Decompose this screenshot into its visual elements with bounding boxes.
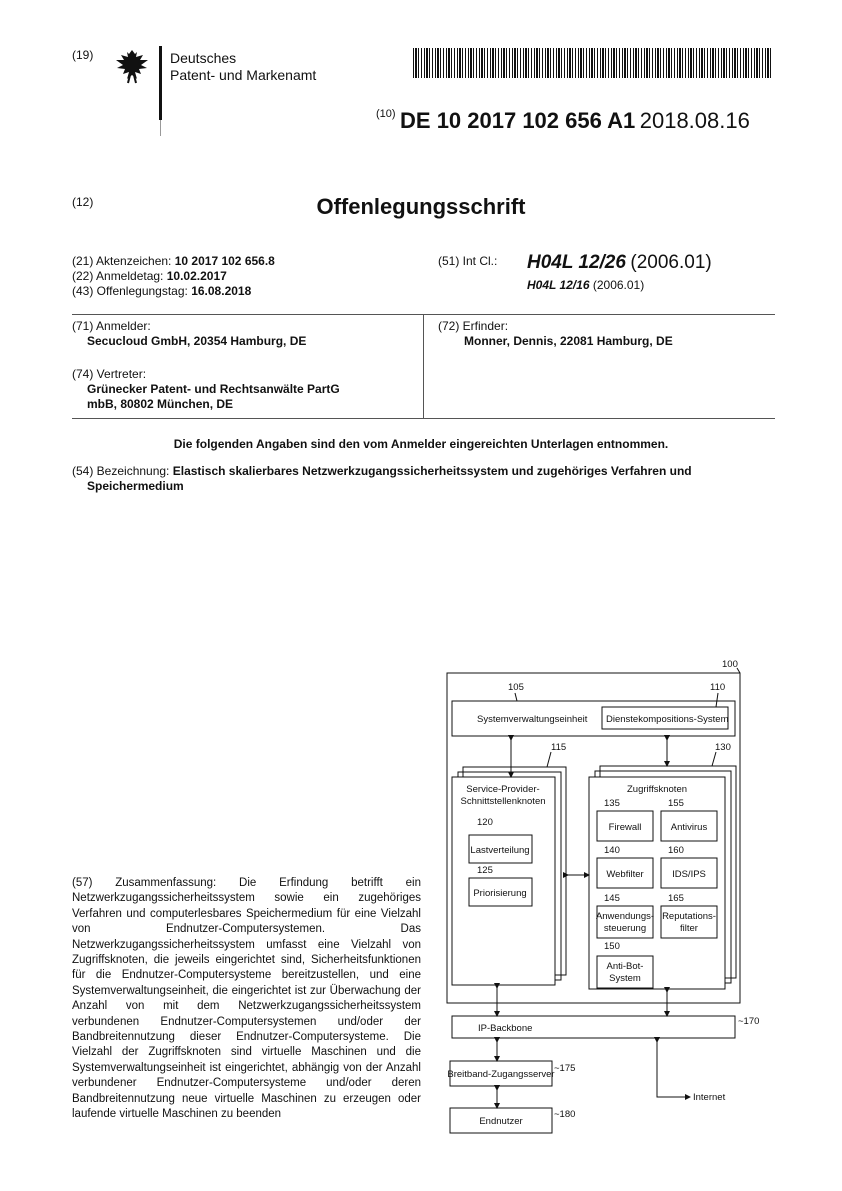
antivirus-label: Antivirus bbox=[670, 822, 708, 833]
reputationsfilter-label-2: filter bbox=[680, 923, 698, 934]
lastverteilung-label: Lastverteilung bbox=[470, 845, 530, 856]
inid-code-12: (12) bbox=[72, 195, 94, 209]
system-diagram bbox=[440, 655, 780, 1145]
aktenzeichen: (21) Aktenzeichen: 10 2017 102 656.8 bbox=[72, 254, 275, 268]
ref-120: 120 bbox=[477, 817, 493, 828]
firewall-label: Firewall bbox=[608, 822, 642, 833]
internet-label: Internet bbox=[693, 1092, 726, 1103]
anwendungssteuerung-label-2: steuerung bbox=[603, 923, 647, 934]
ref-150: 150 bbox=[604, 941, 620, 952]
ref-180: ~180 bbox=[554, 1109, 576, 1120]
ref-140: 140 bbox=[604, 845, 620, 856]
idsips-label: IDS/IPS bbox=[672, 869, 706, 880]
service-provider-box bbox=[452, 777, 555, 985]
biblio-left bbox=[72, 254, 275, 299]
ref-175: ~175 bbox=[554, 1063, 576, 1074]
reputationsfilter-label-1: Reputations- bbox=[662, 911, 716, 922]
ref-135: 135 bbox=[604, 798, 620, 809]
abstract: (57) Zusammenfassung: Die Erfindung betrifft ein Netzwerkzugangssicherheitssystem sowie ein zugehöriges Verfahren und computerlesbares Speichermedium für eine Vielzahl von Endnutzer-Computersystemen. Das Netzwerkzugangssicherheitssystem umfasst eine Vielzahl von Zugriffsknoten, die jeweils eingerichtet sind, Sicherheitsfunktionen für die Endnutzer-Computersysteme bereitzustellen, und eine Systemverwaltungseinheit, die eingerichtet ist zur Überwachung der Anzahl von mit dem Netzwerkzugangssicherheitssystem verbundenen Endnutzer-Computersystemen und/oder der Bandbreitennutzung dieser Endnutzer-Computersysteme. Die Vielzahl der Zugriffsknoten sind virtuelle Maschinen und die Systemverwaltungseinheit ist eingerichtet, abhängig von der Anzahl verbundener Endnutzer-Computersysteme und/oder deren Bandbreitennutzung neue virtuelle Maschinen zu erzeugen oder laufende virtuelle Maschinen zu beenden bbox=[72, 877, 421, 1121]
eagle-emblem-icon bbox=[113, 46, 151, 86]
endnutzer-label: Endnutzer bbox=[479, 1116, 523, 1127]
anti-bot-label-2: System bbox=[609, 973, 641, 984]
systemverwaltung-label: Systemverwaltungseinheit bbox=[477, 714, 588, 725]
intcl-label: (51) Int Cl.: bbox=[438, 254, 498, 268]
ref-100: 100 bbox=[722, 659, 738, 670]
ref-125: 125 bbox=[477, 865, 493, 876]
breitband-label: Breitband-Zugangsserver bbox=[447, 1069, 555, 1080]
ref-160: 160 bbox=[668, 845, 684, 856]
office-name: Deutsches Patent- und Markenamt bbox=[170, 50, 317, 83]
ref-155: 155 bbox=[668, 798, 684, 809]
webfilter-label: Webfilter bbox=[606, 869, 644, 880]
inid-code-19: (19) bbox=[72, 48, 94, 62]
applicant-notice: Die folgenden Angaben sind den vom Anmelder eingereichten Unterlagen entnommen. bbox=[173, 437, 669, 451]
ip-backbone-label: IP-Backbone bbox=[478, 1023, 533, 1034]
ref-165: 165 bbox=[668, 893, 684, 904]
zugriffsknoten-label: Zugriffsknoten bbox=[626, 784, 688, 795]
publication-date: 2018.08.16 bbox=[639, 108, 750, 133]
publication-number: DE 10 2017 102 656 A1 bbox=[400, 108, 636, 133]
document-type-title: Offenlegungsschrift bbox=[316, 194, 526, 219]
anmeldetag: (22) Anmeldetag: 10.02.2017 bbox=[72, 269, 227, 283]
header-bar-dotted bbox=[160, 120, 161, 136]
erfinder: (72) Erfinder: Monner, Dennis, 22081 Hamburg, DE bbox=[438, 319, 673, 348]
inid-code-10: (10) bbox=[376, 108, 396, 120]
anti-bot-label-1: Anti-Bot- bbox=[606, 961, 644, 972]
intcl-secondary: H04L 12/16 (2006.01) bbox=[527, 278, 645, 292]
vertreter: (74) Vertreter: Grünecker Patent- und Rechtsanwälte PartG mbB, 80802 München, DE bbox=[72, 367, 340, 411]
parties-bottom-rule bbox=[72, 418, 775, 419]
ref-170: ~170 bbox=[738, 1016, 760, 1027]
intcl-main: H04L 12/26 (2006.01) bbox=[527, 252, 712, 273]
service-provider-label-1: Service-Provider- bbox=[466, 784, 540, 795]
header-bar bbox=[159, 46, 162, 120]
ref-105: 105 bbox=[508, 682, 524, 693]
dienstekomposition-label: Dienstekompositions-System bbox=[606, 714, 729, 725]
ref-145: 145 bbox=[604, 893, 620, 904]
barcode bbox=[413, 48, 773, 78]
ref-130: 130 bbox=[715, 742, 731, 753]
service-provider-label-2: Schnittstellenknoten bbox=[460, 796, 546, 807]
anmelder: (71) Anmelder: Secucloud GmbH, 20354 Hamburg, DE bbox=[72, 319, 307, 348]
offenlegungstag: (43) Offenlegungstag: 16.08.2018 bbox=[72, 284, 252, 298]
priorisierung-label: Priorisierung bbox=[473, 888, 527, 899]
invention-title: (54) Bezeichnung: Elastisch skalierbares Netzwerkzugangssicherheitssystem und zugehöriges Verfahren und Speichermedium bbox=[72, 464, 692, 493]
ref-110: 110 bbox=[710, 682, 726, 693]
anwendungssteuerung-label-1: Anwendungs- bbox=[595, 911, 655, 922]
ref-115: 115 bbox=[551, 742, 567, 753]
publication-line bbox=[376, 108, 750, 134]
parties-divider bbox=[423, 314, 424, 418]
